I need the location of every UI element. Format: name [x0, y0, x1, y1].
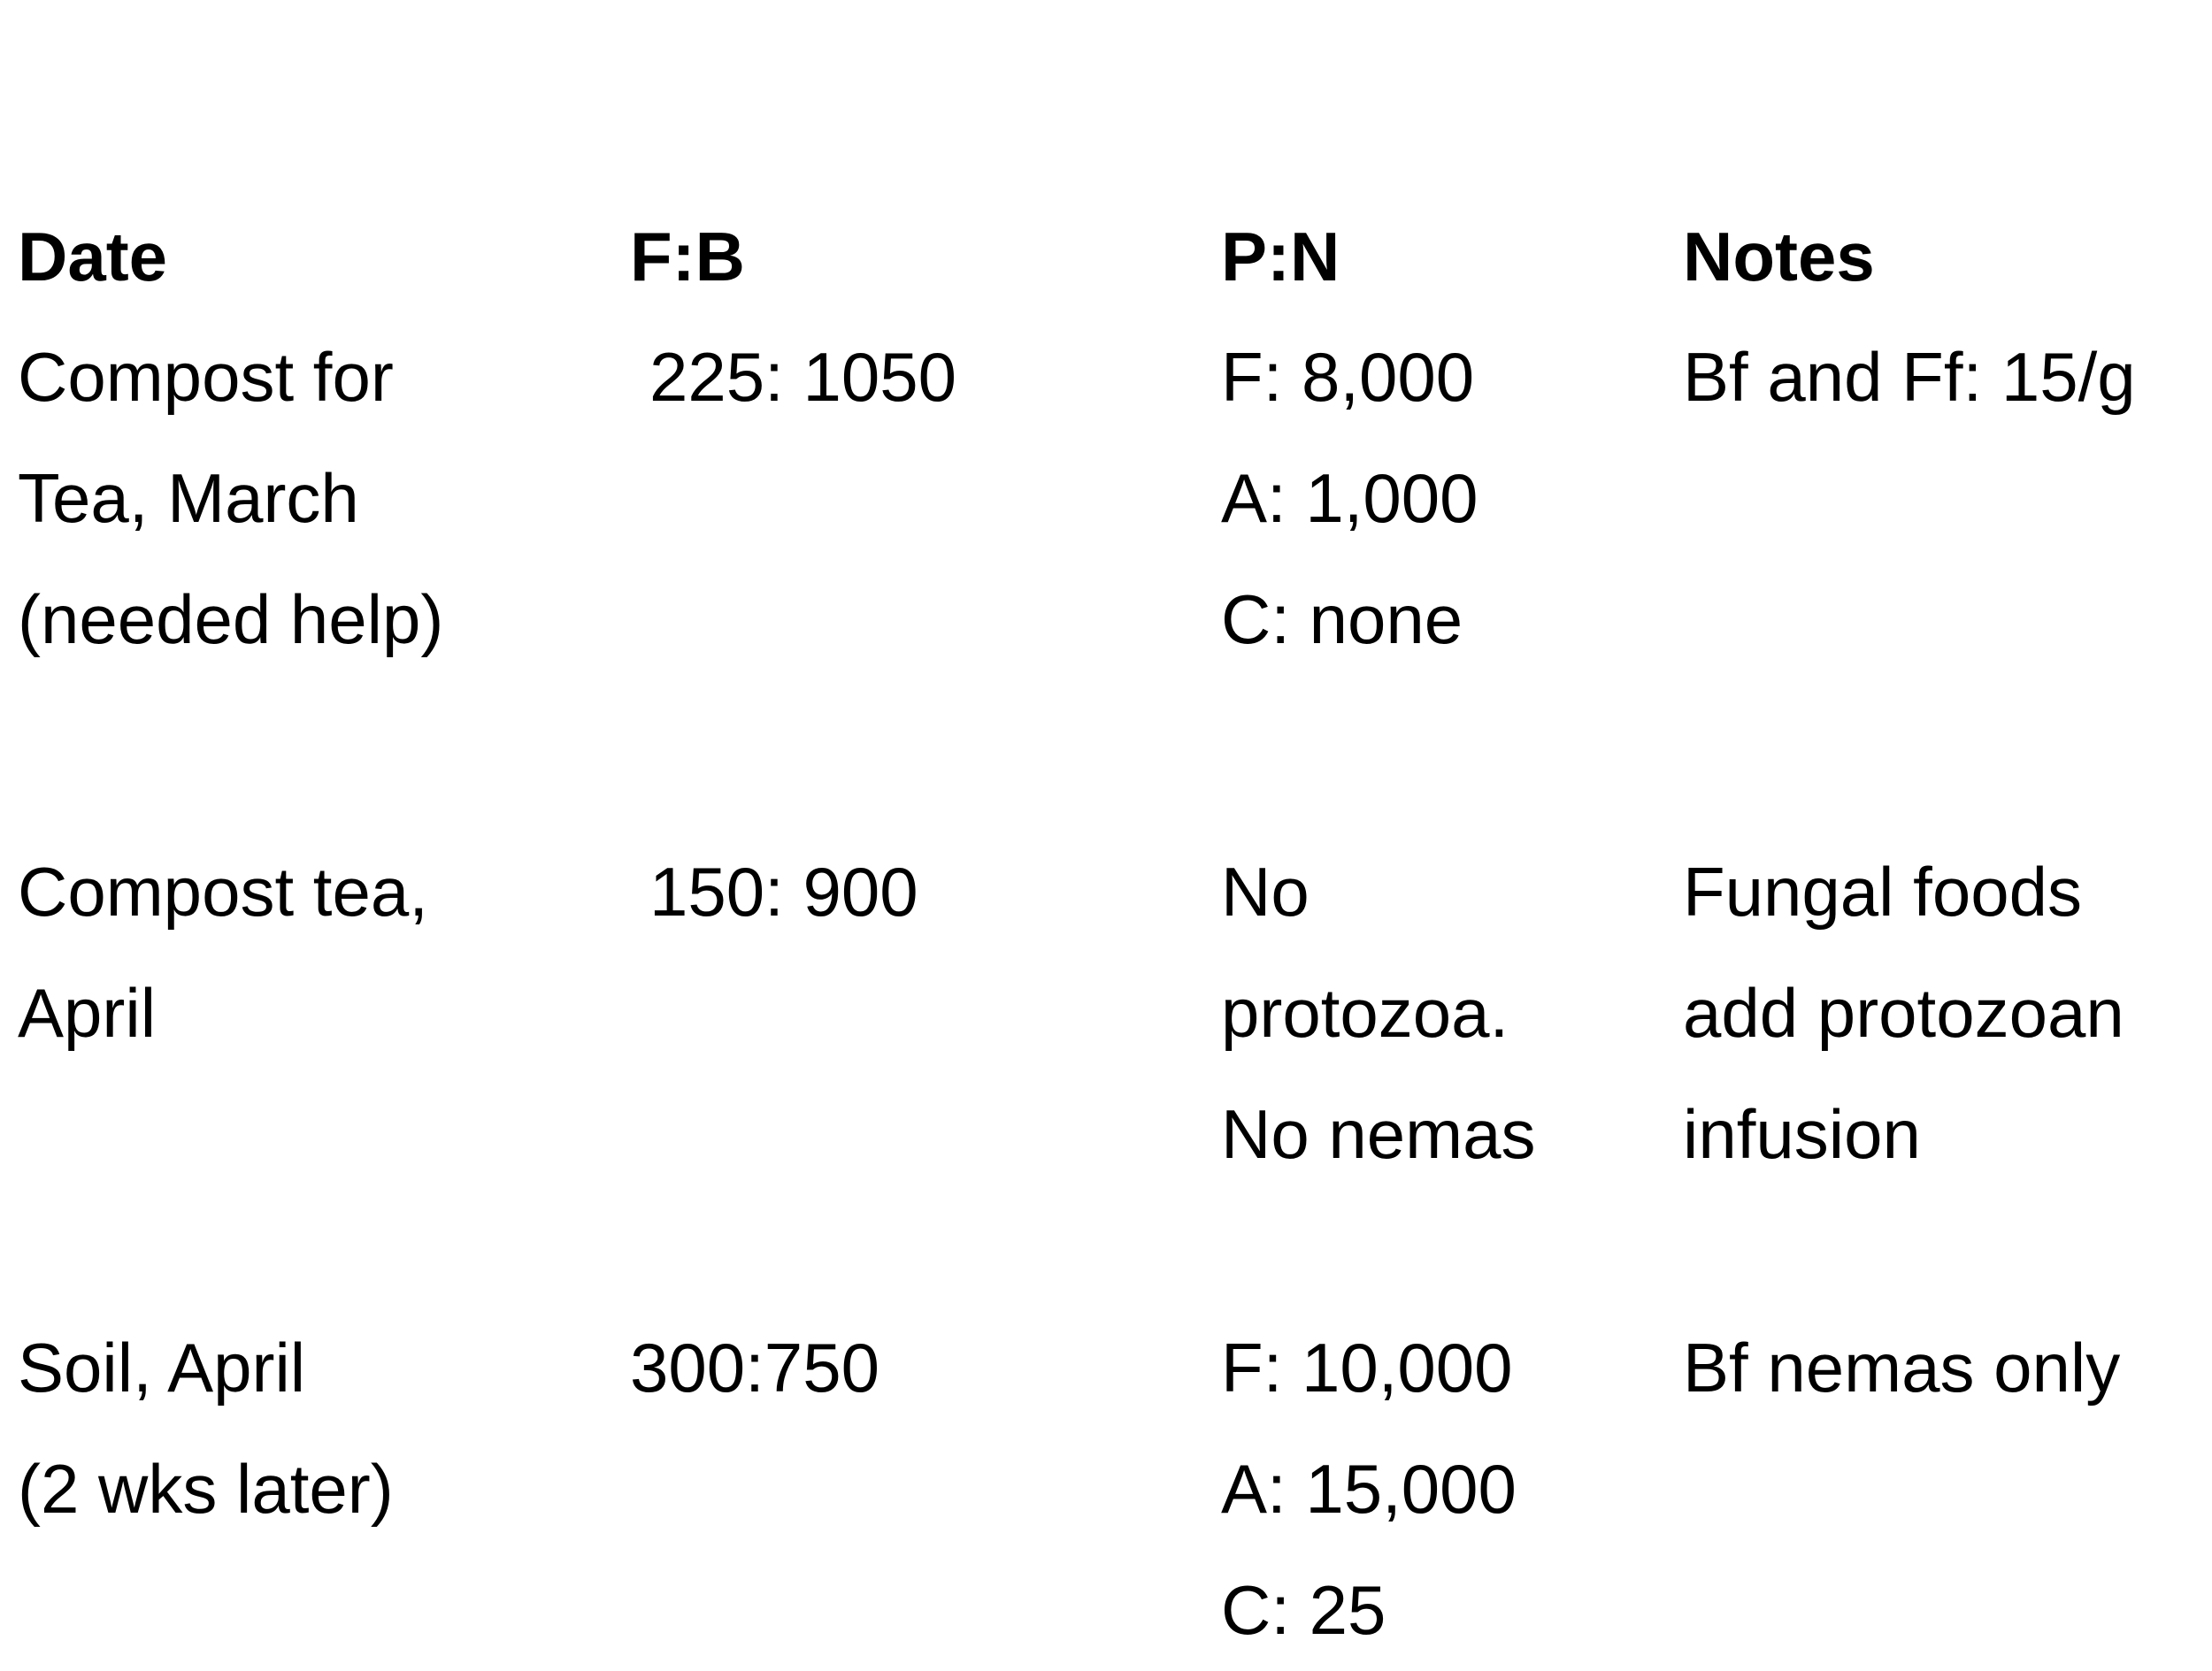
header-fb: F:B — [630, 218, 745, 295]
cell-line: 300:750 — [630, 1329, 879, 1407]
header-notes: Notes — [1683, 218, 1875, 295]
cell-line: C: 25 — [1221, 1571, 1386, 1649]
cell-line: 225: 1050 — [649, 338, 957, 416]
cell-line: Tea, March — [18, 459, 359, 537]
cell-line: protozoa. — [1221, 974, 1509, 1052]
cell-line: F: 8,000 — [1221, 338, 1475, 416]
cell-line: Bf and Ff: 15/g — [1683, 338, 2136, 416]
cell-line: 150: 900 — [649, 853, 918, 931]
cell-line: Compost for — [18, 338, 394, 416]
cell-line: April — [18, 974, 157, 1052]
cell-line: Soil, April — [18, 1329, 306, 1407]
cell-line: F: 10,000 — [1221, 1329, 1513, 1407]
table-row-1-date — [18, 317, 443, 680]
table-row-2-pn — [1221, 832, 1536, 1195]
header-pn: P:N — [1221, 218, 1340, 295]
table-row-2-date — [18, 832, 428, 1074]
table-row-2-fb — [630, 832, 918, 953]
cell-line: A: 15,000 — [1221, 1450, 1517, 1528]
table-row-1-notes — [1683, 317, 2136, 438]
cell-line: (2 wks later) — [18, 1450, 394, 1528]
cell-line: add protozoan — [1683, 974, 2124, 1052]
cell-line: C: none — [1221, 580, 1463, 658]
cell-line: (needed help) — [18, 580, 444, 658]
table-row-3-pn — [1221, 1307, 1517, 1671]
table-row-1-fb — [630, 317, 956, 438]
table-row-3-date — [18, 1307, 394, 1550]
header-date: Date — [18, 218, 168, 295]
table-row-3-fb — [630, 1307, 879, 1429]
cell-line: A: 1,000 — [1221, 459, 1479, 537]
cell-line: No — [1221, 853, 1310, 931]
cell-line: Bf nemas only — [1683, 1329, 2121, 1407]
cell-line: Fungal foods — [1683, 853, 2082, 931]
table-row-3-notes — [1683, 1307, 2120, 1429]
table-row-1-pn — [1221, 317, 1479, 680]
cell-line: infusion — [1683, 1095, 1921, 1173]
cell-line: Compost tea, — [18, 853, 428, 931]
cell-line: No nemas — [1221, 1095, 1536, 1173]
table-row-2-notes — [1683, 832, 2124, 1195]
